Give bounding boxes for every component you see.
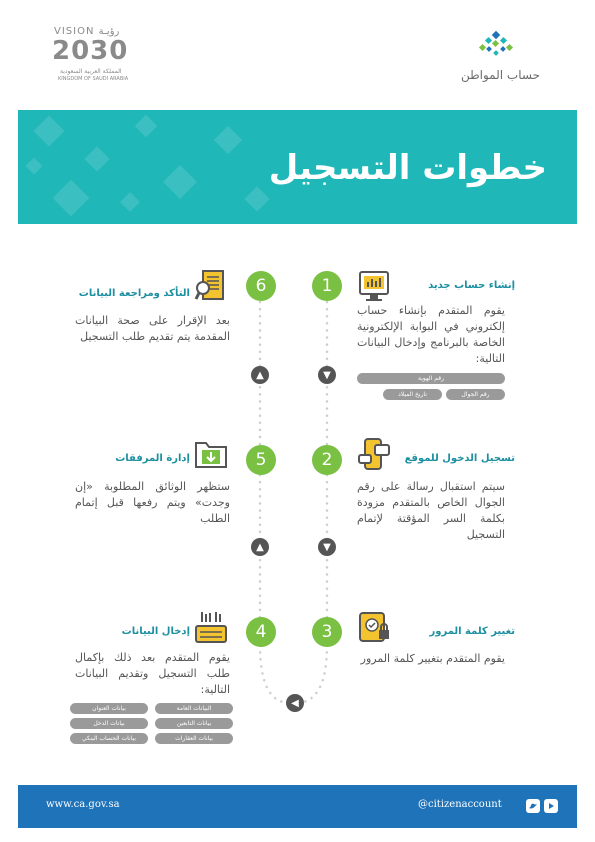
step-1-title: إنشاء حساب جديد — [428, 280, 515, 291]
step-4-number: 4 — [246, 617, 276, 647]
chevron-up-icon: ▲ — [251, 366, 269, 384]
step-3-text: يقوم المتقدم بتغيير كلمة المرور — [360, 652, 505, 665]
vision-label: VISION رؤيـة — [54, 26, 120, 37]
step-2-text: سيتم استقبال رسالة على رقم الجوال الخاص بالمتقدم مزودة بكلمة السر المؤقتة لإتمام التسجيل — [357, 480, 505, 541]
chevron-up-icon: ▲ — [251, 538, 269, 556]
step-5-title: إدارة المرفقات — [115, 453, 190, 464]
step-1-number: 1 — [312, 271, 342, 301]
step-5-text: ستظهر الوثائق المطلوبة «إن وجدت» ويتم رفعها قبل إتمام الطلب — [75, 480, 230, 525]
vision-country-en: KINGDOM OF SAUDI ARABIA — [58, 76, 129, 82]
step-2-number: 2 — [312, 445, 342, 475]
folder-download-icon — [194, 437, 228, 471]
step-6-title: التأكد ومراجعة البيانات — [78, 288, 190, 299]
chevron-down-icon: ▼ — [318, 538, 336, 556]
step-3-number: 3 — [312, 617, 342, 647]
step-1-text: يقوم المتقدم بإنشاء حساب إلكتروني في البوابة الإلكترونية الخاصة بالبرنامج وإدخال البيانات التالية: — [357, 304, 505, 365]
youtube-icon[interactable] — [544, 799, 558, 813]
lock-screen-icon — [357, 610, 391, 644]
chevron-left-icon: ◀ — [286, 694, 304, 712]
twitter-icon[interactable] — [526, 799, 540, 813]
vision-year: 2030 — [52, 36, 129, 66]
website-link[interactable]: www.ca.gov.sa — [46, 799, 120, 810]
pill-property-data: بيانات العقارات — [155, 733, 233, 744]
program-name: حساب المواطن — [460, 68, 540, 82]
phone-message-icon — [357, 437, 391, 471]
step-6-text: بعد الإقرار على صحة البيانات المقدمة يتم تقديم طلب التسجيل — [75, 314, 230, 343]
chevron-down-icon: ▼ — [318, 366, 336, 384]
pill-dependents-data: بيانات التابعين — [155, 718, 233, 729]
social-handle[interactable]: @citizenaccount — [418, 799, 502, 810]
pill-mobile: رقم الجوال — [446, 389, 505, 400]
pill-bank-data: بيانات الحساب البنكي — [70, 733, 148, 744]
step-4-title: إدخال البيانات — [121, 626, 190, 637]
pill-id-number: رقم الهوية — [357, 373, 505, 384]
footer-bar — [18, 785, 577, 828]
page-title: خطوات التسجيل — [268, 148, 547, 188]
vision-country-ar: المملكة العربية السعودية — [60, 68, 122, 75]
pill-birthdate: تاريخ الميلاد — [383, 389, 442, 400]
keyboard-typing-icon — [194, 610, 228, 644]
step-2-title: تسجيل الدخول للموقع — [404, 453, 515, 464]
pill-general-data: البيانات العامة — [155, 703, 233, 714]
step-5-number: 5 — [246, 445, 276, 475]
step-6-number: 6 — [246, 271, 276, 301]
pill-address-data: بيانات العنوان — [70, 703, 148, 714]
step-3-title: تغيير كلمة المرور — [429, 626, 515, 637]
document-magnifier-icon — [194, 269, 228, 303]
pill-income-data: بيانات الدخل — [70, 718, 148, 729]
step-4-text: يقوم المتقدم بعد ذلك بإكمال طلب التسجيل وتقديم البيانات التالية: — [75, 651, 230, 696]
monitor-chart-icon — [357, 269, 391, 303]
